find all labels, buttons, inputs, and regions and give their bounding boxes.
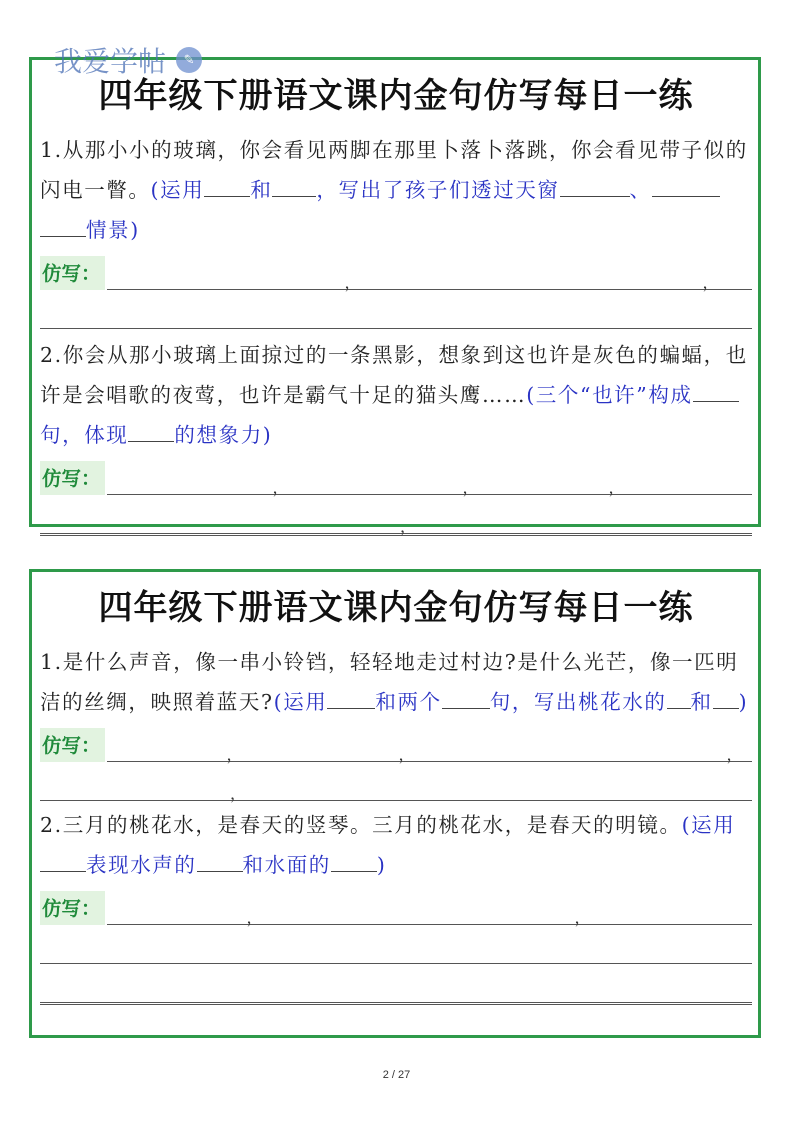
question-2 [40,335,752,455]
comma-mark: ， [272,478,289,497]
writing-line[interactable] [107,464,752,495]
question-text: 2.三月的桃花水，是春天的竖琴。三月的桃花水，是春天的明镜。 [40,813,682,837]
imitation-row [40,250,752,290]
question-2 [40,805,752,885]
answer-blank[interactable] [442,686,490,709]
question-1 [40,642,752,722]
hint-text: (运用表现水声的 和水面的 ) [40,813,735,877]
answer-blank[interactable] [667,686,691,709]
answer-blank[interactable] [331,849,377,872]
worksheet-card-1 [29,57,761,536]
comma-mark: ， [230,784,247,803]
page-number: 2 / 27 [382,1069,411,1081]
imitation-row [40,885,752,925]
answer-blank[interactable] [204,174,250,197]
comma-mark: ， [246,908,263,927]
comma-mark: ， [400,517,417,536]
writing-line[interactable] [40,925,752,964]
comma-mark: ， [574,908,591,927]
logo-icon: ✎ [176,47,202,73]
comma-mark: ， [462,478,479,497]
answer-blank[interactable] [713,686,739,709]
imitation-label: 仿写： [40,256,105,290]
writing-line[interactable] [40,495,752,536]
answer-blank[interactable] [272,174,316,197]
imitation-label: 仿写： [40,461,105,495]
answer-blank[interactable] [560,174,630,197]
comma-mark: ， [344,273,361,292]
comma-mark: ， [398,745,415,764]
imitation-row [40,722,752,762]
question-text: 2.你会从那小玻璃上面掠过的一条黑影，想象到这也许是灰色的蝙蝠，也许是会唱歌的夜莺，也许是霸气十足的猫头鹰…… [40,343,748,407]
answer-blank[interactable] [40,214,86,237]
answer-blank[interactable] [128,419,174,442]
worksheet-title: 四年级下册语文课内金句仿写每日一练 [98,588,694,628]
writing-line[interactable] [107,894,752,925]
answer-blank[interactable] [327,686,375,709]
hint-text: (三个“也许”构成句，体现 的想象力) [40,383,739,447]
question-1 [40,130,752,250]
answer-blank[interactable] [197,849,243,872]
answer-blank[interactable] [40,849,86,872]
question-text: 1.从那小小的玻璃，你会看见两脚在那里卜落卜落跳，你会看见带子似的闪电一瞥。 [40,138,748,202]
comma-mark: ， [702,273,719,292]
watermark-logo [54,40,202,80]
writing-line[interactable] [40,762,752,801]
writing-line[interactable] [40,290,752,329]
imitation-label: 仿写： [40,891,105,925]
question-text: 1.是什么声音，像一串小铃铛，轻轻地走过村边?是什么光芒，像一匹明洁的丝绸，映照着蓝天? [40,650,739,714]
answer-blank[interactable] [693,379,739,402]
writing-line[interactable] [107,259,752,290]
comma-mark: ， [226,745,243,764]
writing-line[interactable] [107,731,752,762]
imitation-row [40,455,752,495]
answer-blank[interactable] [652,174,720,197]
comma-mark: ， [608,478,625,497]
worksheet-card-2 [29,569,761,1038]
hint-text: (运用 和 ，写出了孩子们透过天窗 、情景) [40,178,720,242]
comma-mark: ， [726,745,743,764]
imitation-label: 仿写： [40,728,105,762]
worksheet-title: 四年级下册语文课内金句仿写每日一练 [98,76,694,116]
watermark-text: 我爱学帖 [54,45,167,78]
hint-text: (运用 和两个 句，写出桃花水的 和 ) [274,690,749,714]
writing-line[interactable] [40,964,752,1005]
